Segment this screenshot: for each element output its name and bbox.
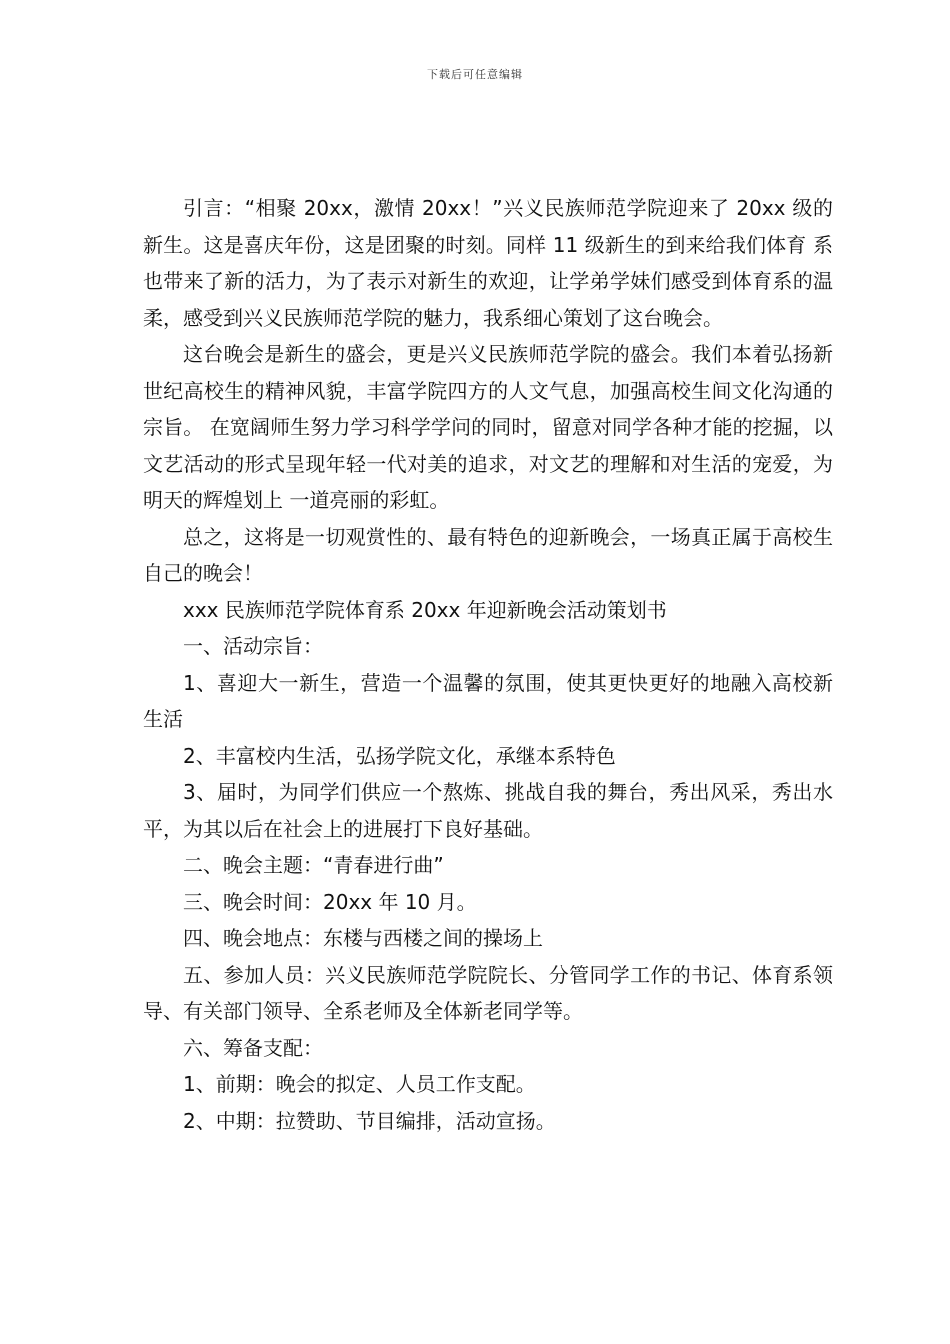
document-title: xxx 民族师范学院体育系 20xx 年迎新晚会活动策划书 bbox=[183, 597, 667, 622]
list-item: 1、前期：晚会的拟定、人员工作支配。 bbox=[183, 1072, 536, 1096]
section-location: 四、晚会地点：东楼与西楼之间的操场上 bbox=[183, 926, 543, 950]
list-item: 2、中期：拉赞助、节目编排，活动宣扬。 bbox=[183, 1108, 556, 1133]
paragraph-intro: 引言：“相聚 20xx，激情 20xx！”兴义民族师范学院迎来了 20xx 级的新生。这是喜庆年份，这是团聚的时刻。同样 11 级新生的到来给我们体育 系也带来了新的活力，为了表示对新生的欢迎，让学弟学妹们感受到体育系的温柔，感受到兴义民族师范学院的魅力，我系细心策划了这台晚会。 bbox=[143, 196, 833, 330]
section-theme: 二、晚会主题：“青春进行曲” bbox=[183, 853, 444, 877]
page-header: 下载后可任意编辑 bbox=[427, 68, 523, 81]
section-participants: 五、参加人员：兴义民族师范学院院长、分管同学工作的书记、体育系领导、有关部门领导、全系老师及全体新老同学等。 bbox=[143, 962, 833, 1023]
list-item: 2、丰富校内生活，弘扬学院文化，承继本系特色 bbox=[183, 743, 616, 768]
list-item: 1、喜迎大一新生，营造一个温馨的氛围，使其更快更好的地融入高校新生活 bbox=[143, 670, 833, 731]
paragraph-summary: 总之，这将是一切观赏性的、最有特色的迎新晚会，一场真正属于高校生自己的晚会！ bbox=[143, 524, 833, 585]
list-item: 3、届时，为同学们供应一个熬炼、挑战自我的舞台，秀出风采，秀出水平，为其以后在社会上的进展打下良好基础。 bbox=[143, 780, 833, 841]
section-heading-preparation: 六、筹备支配： bbox=[183, 1035, 323, 1060]
document-body bbox=[143, 190, 833, 1139]
section-time: 三、晚会时间：20xx 年 10 月。 bbox=[183, 889, 477, 914]
paragraph-purpose: 这台晚会是新生的盛会，更是兴义民族师范学院的盛会。我们本着弘扬新世纪高校生的精神风貌，丰富学院四方的人文气息，加强高校生间文化沟通的宗旨。 在宽阔师生努力学习科学学问的同时，留意对同学各种才能的挖掘，以文艺活动的形式呈现年轻一代对美的追求，对文艺的理解和对生活的宠爱，为明天的辉煌划上 一道亮丽的彩虹。 bbox=[143, 342, 833, 512]
section-heading-aim: 一、活动宗旨： bbox=[183, 634, 323, 658]
